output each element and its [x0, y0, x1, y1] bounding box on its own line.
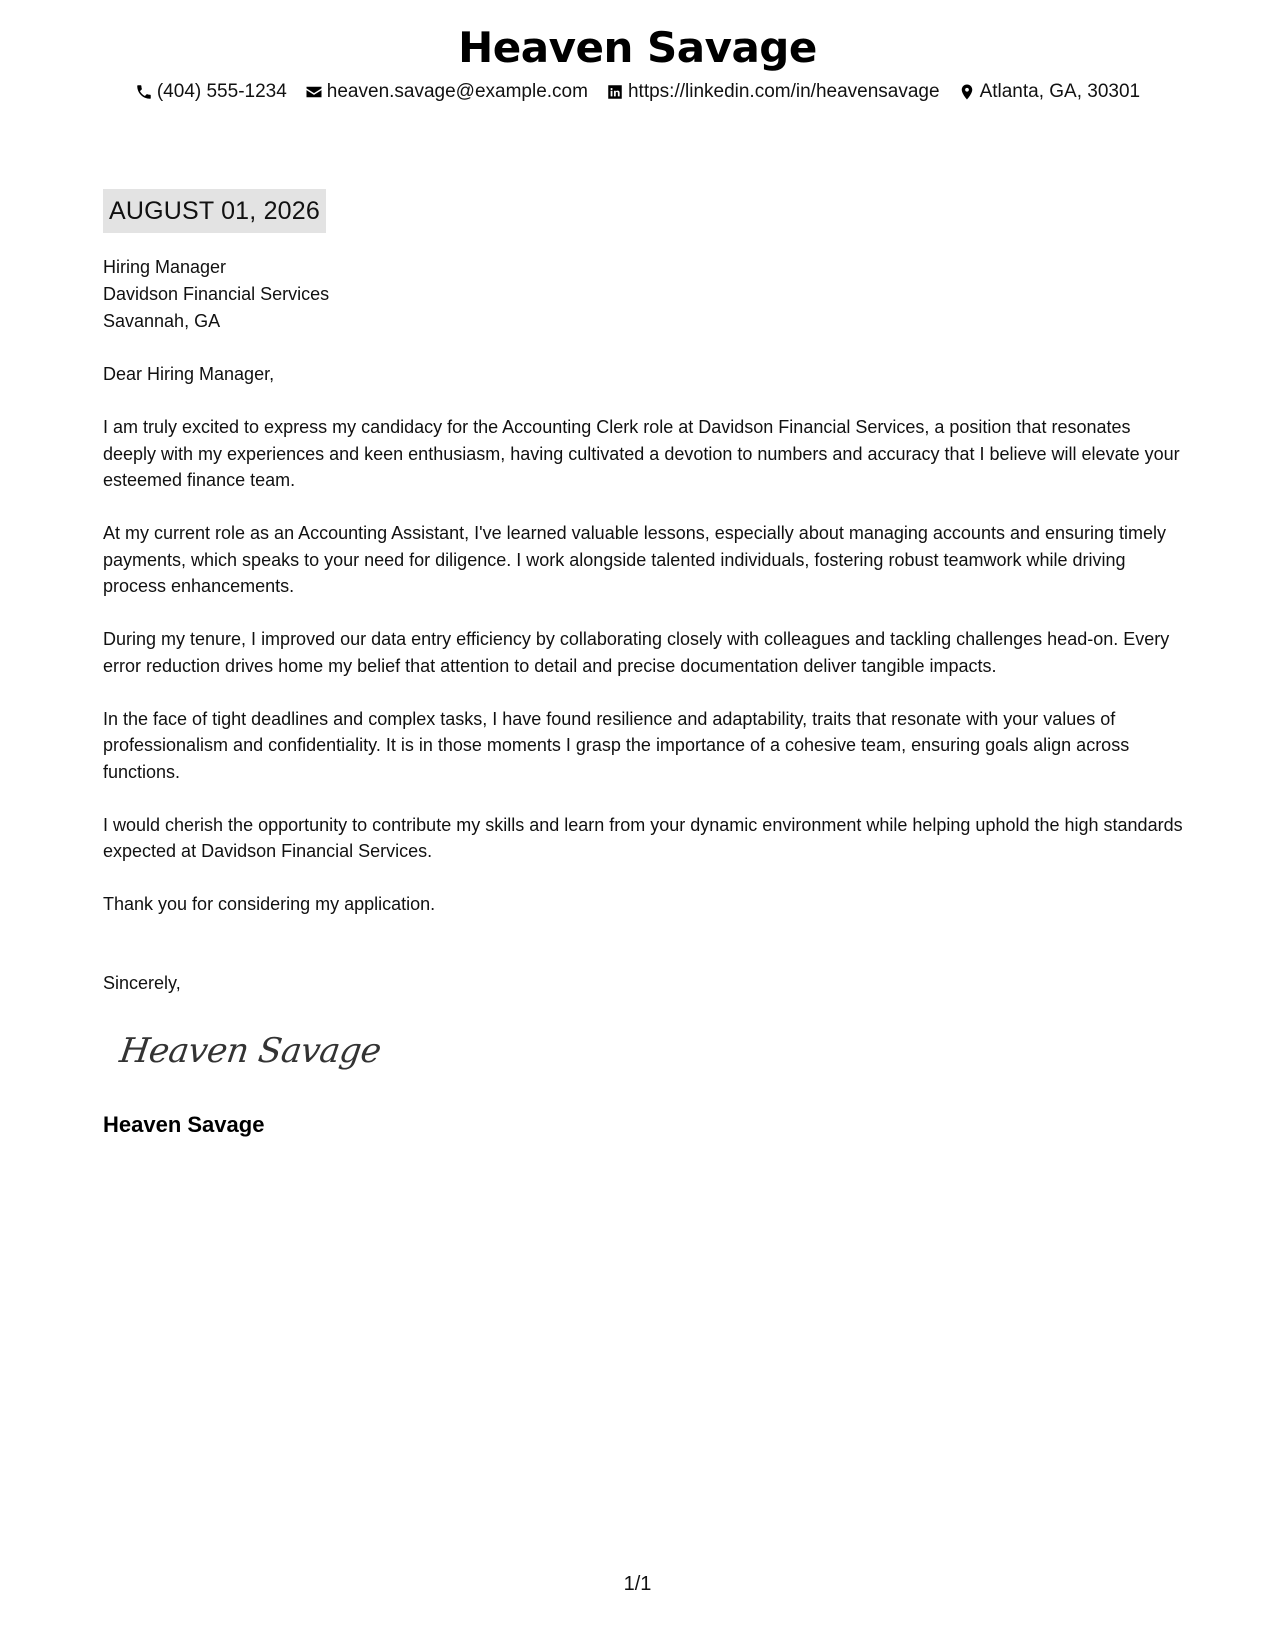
page-number: 1/1 [623, 1573, 652, 1595]
letter-body [103, 361, 1183, 944]
recipient-block [103, 254, 329, 335]
contact-location [958, 80, 1141, 104]
recipient-location: Savannah, GA [103, 311, 221, 331]
body-paragraph: During my tenure, I improved our data entry efficiency by collaborating closely with colleagues and tackling challenges head-on. Every error reduction drives home my belief that attention to detail and precise documentation deliver tangible impacts. [103, 629, 1170, 676]
map-pin-icon [958, 83, 976, 101]
closing-line: Sincerely, [103, 973, 181, 993]
body-paragraph: At my current role as an Accounting Assistant, I've learned valuable lessons, especially about managing accounts and ensuring timely payments, which speaks to your need for diligence. I work alongside talented individuals, fostering robust teamwork while driving process enhancements. [103, 523, 1167, 596]
contact-linkedin [606, 80, 940, 104]
salutation: Dear Hiring Manager, [103, 364, 275, 384]
location-text: Atlanta, GA, 30301 [979, 81, 1141, 102]
phone-text: (404) 555-1234 [156, 81, 287, 102]
contact-phone [135, 80, 287, 104]
signer-name: Heaven Savage [103, 1112, 265, 1137]
body-paragraph: In the face of tight deadlines and complex tasks, I have found resilience and adaptability, traits that resonate with your values of professionalism and confidentiality. It is in those moments I grasp the importance of a cohesive team, ensuring goals align across functions. [103, 708, 1130, 782]
linkedin-icon [606, 83, 624, 101]
letter-date: AUGUST 01, 2026 [103, 189, 326, 233]
contact-info-row [0, 80, 1275, 104]
body-paragraph: I would cherish the opportunity to contribute my skills and learn from your dynamic environment while helping uphold the high standards expected at Davidson Financial Services. [103, 814, 1183, 861]
body-paragraph: I am truly excited to express my candidacy for the Accounting Clerk role at Davidson Financial Services, a position that resonates deeply with my experiences and keen enthusiasm, having cultivated a devotion to numbers and accuracy that I believe will elevate your esteemed finance team. [103, 417, 1180, 490]
phone-icon [135, 83, 153, 101]
handwritten-signature: Heaven Savage [117, 1031, 384, 1071]
applicant-name-heading: Heaven Savage [458, 23, 817, 72]
email-text[interactable]: heaven.savage@example.com [326, 81, 588, 102]
recipient-company: Davidson Financial Services [103, 284, 330, 304]
recipient-title: Hiring Manager [103, 257, 227, 277]
contact-email [305, 80, 588, 104]
body-paragraph: Thank you for considering my application. [103, 894, 436, 914]
envelope-icon [305, 83, 323, 101]
linkedin-text[interactable]: https://linkedin.com/in/heavensavage [627, 81, 940, 102]
